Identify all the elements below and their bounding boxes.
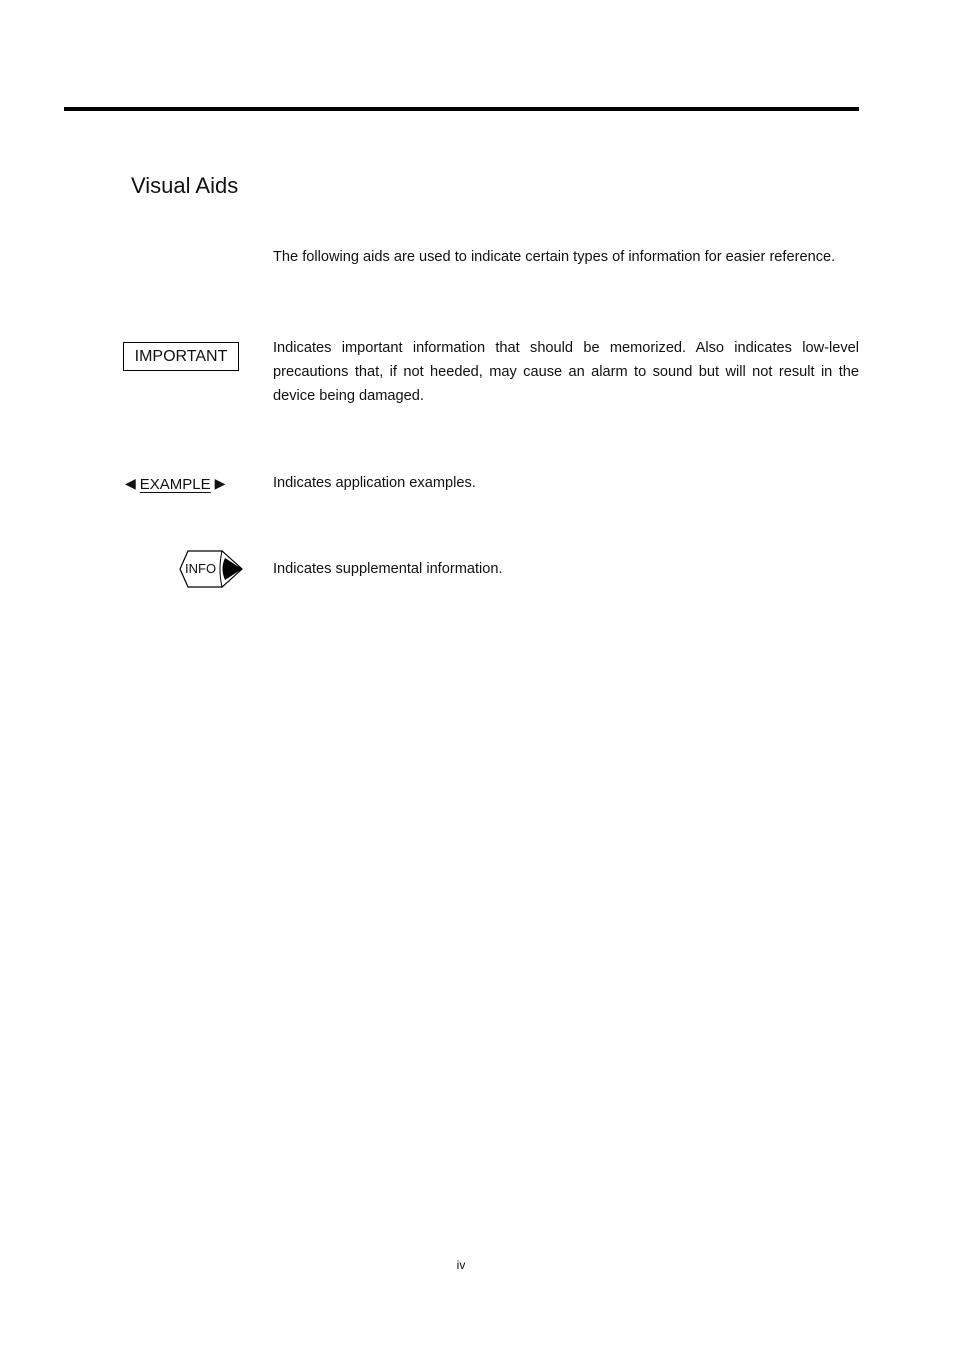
important-label: IMPORTANT xyxy=(134,348,228,365)
important-mark xyxy=(123,342,239,371)
right-triangle-icon: ▶ xyxy=(214,475,226,491)
example-label: EXAMPLE xyxy=(139,476,211,493)
example-description: Indicates application examples. xyxy=(273,475,476,491)
example-mark xyxy=(125,472,225,496)
page-number: iv xyxy=(456,1258,466,1272)
top-rule xyxy=(64,107,859,111)
left-triangle-icon: ◀ xyxy=(125,475,136,491)
info-description: Indicates supplemental information. xyxy=(273,561,503,577)
intro-paragraph: The following aids are used to indicate certain types of information for easier reference. xyxy=(273,249,836,265)
info-mark xyxy=(178,550,244,588)
important-description: Indicates important information that should be memorized. Also indicates low-level precautions that, if not heeded, may cause an alarm to sound but will not result in the device being damaged. xyxy=(273,340,859,404)
section-title: Visual Aids xyxy=(131,173,239,198)
info-label: INFO xyxy=(185,561,217,576)
